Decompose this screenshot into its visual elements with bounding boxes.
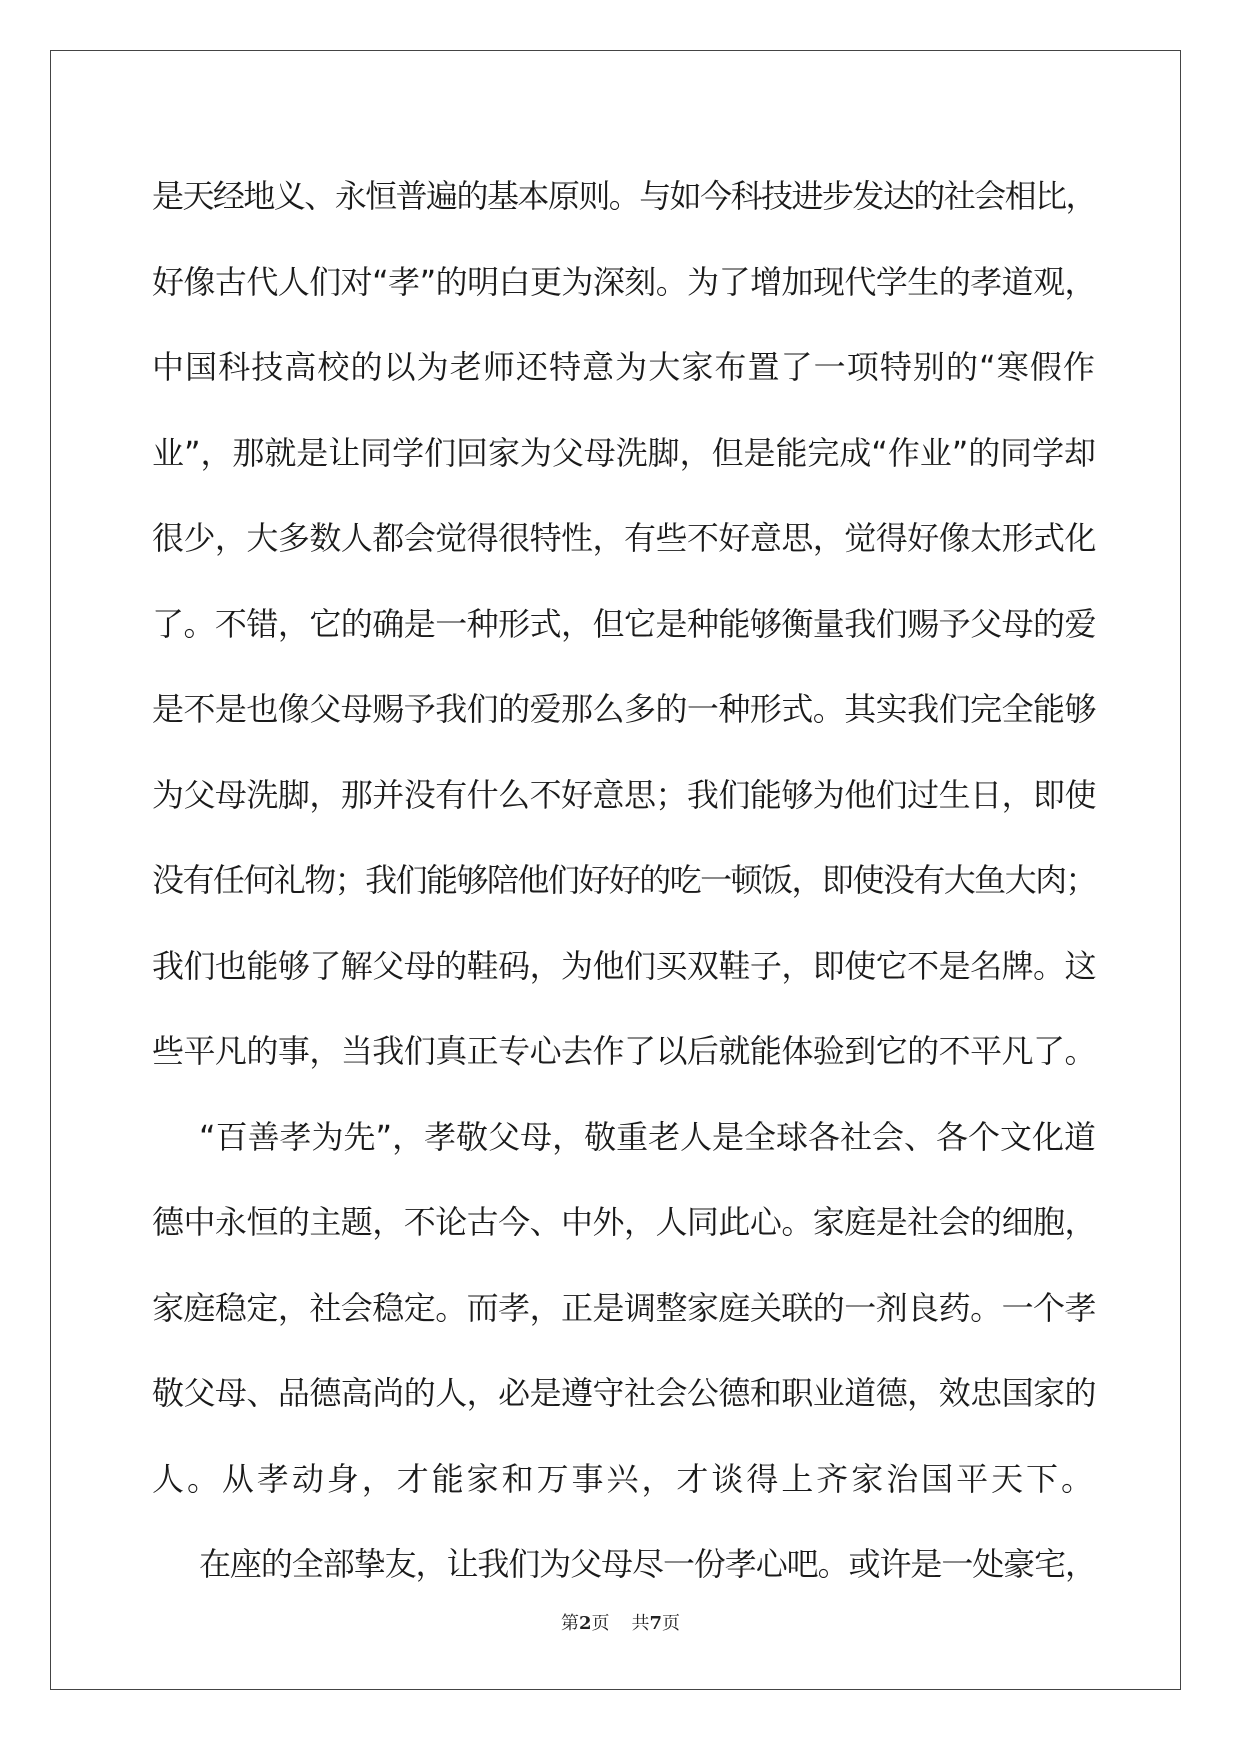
text-line: 了。不错，它的确是一种形式，但它是种能够衡量我们赐予父母的爱	[152, 604, 1096, 643]
text-line: 是天经地义、永恒普遍的基本原则。与如今科技进步发达的社会相比，	[152, 177, 1096, 215]
text-line: 很少，大多数人都会觉得很特性，有些不好意思，觉得好像太形式化	[152, 519, 1096, 557]
text-line: 好像古代人们对“孝”的明白更为深刻。为了增加现代学生的孝道观，	[152, 262, 1096, 301]
text-line: 是不是也像父母赐予我们的爱那么多的一种形式。其实我们完全能够	[152, 690, 1096, 728]
total-prefix: 共	[631, 1613, 650, 1634]
text-line: 家庭稳定，社会稳定。而孝，正是调整家庭关联的一剂良药。一个孝	[152, 1288, 1096, 1327]
total-suffix: 页	[662, 1613, 681, 1634]
text-line: 业”，那就是让同学们回家为父母洗脚，但是能完成“作业”的同学却	[152, 433, 1097, 472]
text-line: 中国科技高校的以为老师还特意为大家布置了一项特别的“寒假作	[152, 348, 1096, 386]
document-body	[152, 154, 1096, 1608]
total-pages: 7	[649, 1613, 663, 1634]
page-prefix: 第	[560, 1613, 579, 1634]
text-line: 我们也能够了解父母的鞋码，为他们买双鞋子，即使它不是名牌。这	[152, 946, 1096, 985]
text-line: 没有任何礼物；我们能够陪他们好好的吃一顿饭，即使没有大鱼大肉；	[152, 861, 1096, 899]
text-line: 敬父母、品德高尚的人，必是遵守社会公德和职业道德，效忠国家的	[152, 1374, 1096, 1412]
page-suffix: 页	[591, 1613, 610, 1634]
text-line: 些平凡的事，当我们真正专心去作了以后就能体验到它的不平凡了。	[152, 1032, 1096, 1070]
text-line: 人。从孝动身，才能家和万事兴，才谈得上齐家治国平天下。	[152, 1459, 1096, 1498]
page-number: 2	[578, 1613, 592, 1634]
text-line: 德中永恒的主题，不论古今、中外，人同此心。家庭是社会的细胞，	[152, 1203, 1096, 1241]
text-line: “百善孝为先”，孝敬父母，敬重老人是全球各社会、各个文化道	[199, 1117, 1096, 1156]
page-footer	[0, 1609, 1241, 1635]
text-line: 在座的全部挚友，让我们为父母尽一份孝心吧。或许是一处豪宅，	[199, 1545, 1096, 1583]
text-line: 为父母洗脚，那并没有什么不好意思；我们能够为他们过生日，即使	[152, 775, 1096, 814]
